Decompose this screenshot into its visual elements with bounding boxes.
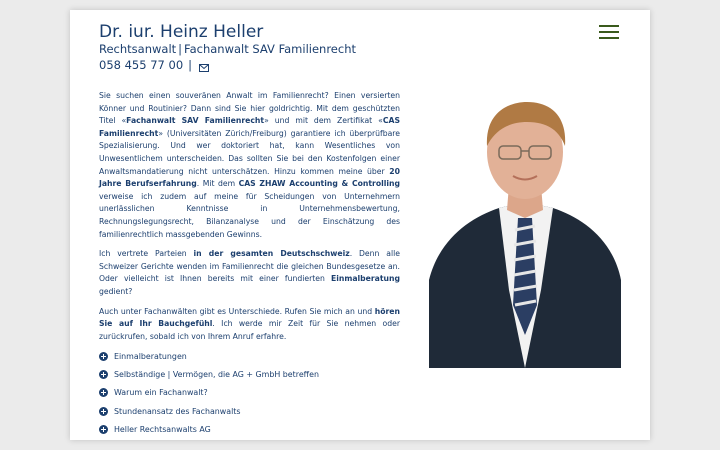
plus-circle-icon [99, 370, 108, 379]
portrait-photo [429, 90, 621, 368]
envelope-icon[interactable] [199, 61, 209, 69]
accordion-label: Selbständige | Vermögen, die AG + GmbH betreffen [114, 369, 319, 379]
professional-title [99, 42, 356, 56]
intro-paragraph-3: Auch unter Fachanwälten gibt es Unterschiede. Rufen Sie mich an und hören Sie auf Ihr Bauchgefühl. Ich werde mir Zeit für Sie nehmen oder zurückrufen, sobald ich von Ihrem Anruf erfahre. [99, 306, 400, 341]
hamburger-menu-icon[interactable] [599, 25, 619, 39]
intro-paragraph-2: Ich vertrete Parteien in der gesamten Deutschschweiz. Denn alle Schweizer Gerichte wenden im Familienrecht die gleichen Bundesgesetze an. Oder vielleicht ist Ihnen bereits mit einer fundierten Einmalberatung gedient? [99, 249, 400, 296]
plus-circle-icon [99, 407, 108, 416]
accordion-item-stundenansatz[interactable] [99, 402, 419, 420]
accordion-label: Einmalberatungen [114, 351, 187, 361]
contact-line [99, 58, 209, 72]
plus-circle-icon [99, 425, 108, 434]
phone-link[interactable]: 058 455 77 00 [99, 58, 184, 72]
accordion-item-einmalberatungen[interactable] [99, 347, 419, 365]
plus-circle-icon [99, 388, 108, 397]
intro-paragraph-1: Sie suchen einen souveränen Anwalt im Familienrecht? Einen versierten Könner und Routinier? Dann sind Sie hier goldrichtig. Mit dem geschützten Titel «Fachanwalt SAV Familienrecht» und mit dem Zertifikat «CAS Familienrecht» (Universitäten Zürich/Freiburg) garantiere ich überprüfbare Spezialisierung. Und wer doktoriert hat, kann Wesentliches von Unwesentlichem unterscheiden. Das sollten Sie bei den Kostenfolgen einer Anwaltsmandatierung nicht unterschätzen. Hinzu kommen meine über 20 Jahre Berufserfahrung. Mit dem CAS ZHAW Accounting & Controlling verweise ich zudem auf meine für Scheidungen von Unternehmern unerlässlichen Kenntnisse in Unternehmensbewertung, Rechnungslegungsrecht, Bilanzanalyse und der Einschätzung des familienrechtlich massgebenden Gewinns. [99, 91, 401, 239]
accordion-label: Stundenansatz des Fachanwalts [114, 406, 241, 416]
page-title: Dr. iur. Heinz Heller [99, 22, 264, 42]
page-container [70, 10, 650, 440]
accordion [99, 347, 419, 438]
accordion-item-heller-ag[interactable] [99, 420, 419, 438]
intro-text [99, 90, 400, 350]
title-separator: | [178, 42, 183, 56]
plus-circle-icon [99, 352, 108, 361]
contact-separator: | [188, 58, 193, 72]
title-rechtsanwalt: Rechtsanwalt [99, 42, 177, 56]
title-fachanwalt: Fachanwalt SAV Familienrecht [184, 42, 356, 56]
accordion-item-selbstaendige[interactable] [99, 365, 419, 383]
accordion-label: Warum ein Fachanwalt? [114, 388, 208, 398]
accordion-label: Heller Rechtsanwalts AG [114, 424, 211, 434]
accordion-item-warum-fachanwalt[interactable] [99, 384, 419, 402]
